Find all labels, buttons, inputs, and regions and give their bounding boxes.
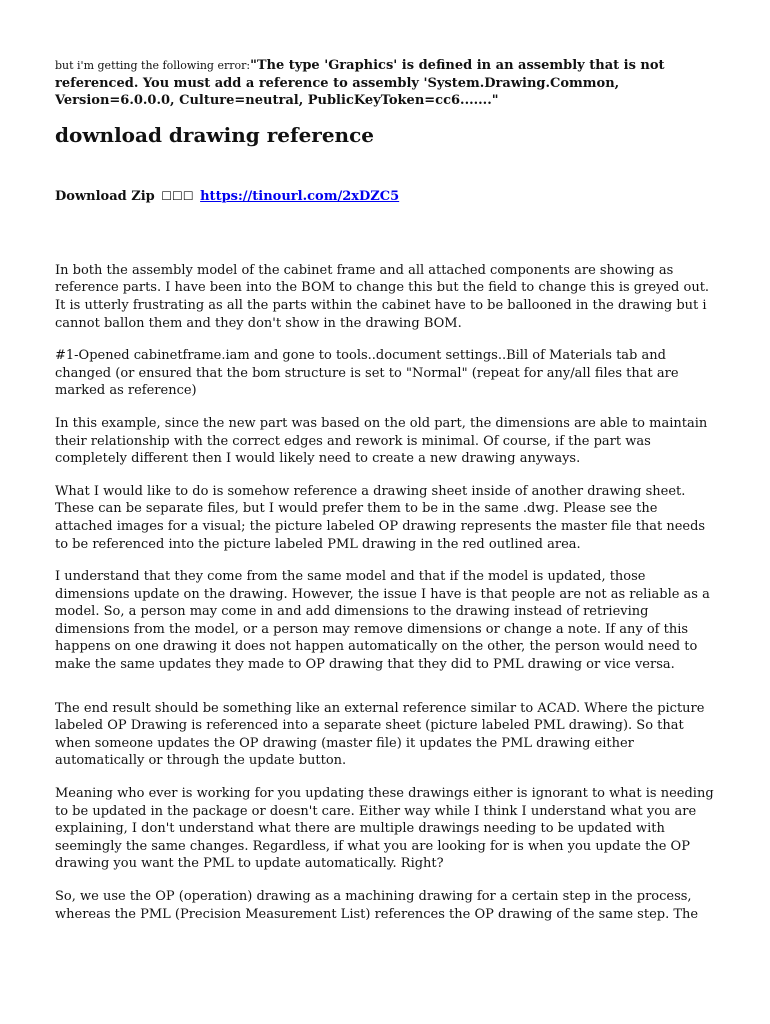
paragraph-8: So, we use the OP (operation) drawing as a machining drawing for a certain step in the process, whereas the PML (Precision Measurement List) references the OP drawing of the same step. The — [55, 889, 699, 922]
paragraph-7: Meaning who ever is working for you updating these drawings either is ignorant to what is needing to be updated in the package or doesn't care. Either way while I think I understand what you are explaining, I don't understand what there are multiple drawings needing to be updated with seemingly the same changes. Regardless, if what you are looking for is when you update the OP drawing you want the PML to update automatically. Right? — [55, 786, 714, 872]
intro-paragraph — [55, 57, 715, 110]
paragraph-6: The end result should be something like an external reference similar to ACAD. Where the picture labeled OP Drawing is referenced into a separate sheet (picture labeled PML drawing). So that when someone updates the OP drawing (master file) it updates the PML drawing either automatically or through the update button. — [55, 700, 705, 769]
download-line — [55, 187, 715, 206]
paragraph-5: I understand that they come from the same model and that if the model is updated, those dimensions update on the drawing. However, the issue I have is that people are not as reliable as a model. So, a person may come in and add dimensions to the drawing instead of retrieving dimensions from the model, or a person may remove dimensions or change a note. If any of this happens on one drawing it does not happen automatically on the other, the person would need to make the same updates they made to OP drawing that they did to PML drawing or vice versa. — [55, 569, 710, 673]
placeholder-glyphs-icon: ☐☐☐ — [161, 188, 194, 203]
intro-lead-text: but i'm getting the following error: — [55, 59, 251, 72]
download-link[interactable]: https://tinourl.com/2xDZC5 — [200, 188, 400, 204]
document-page — [55, 57, 715, 938]
download-label: Download Zip — [55, 188, 155, 204]
error-message-text: "The type 'Graphics' is defined in an assembly that is not referenced. You must add a reference to assembly 'System.Drawing.Common, Version=6.0.0.0, Culture=neutral, PublicKeyToken=cc6......." — [55, 58, 665, 109]
page-heading: download drawing reference — [55, 122, 375, 147]
paragraph-1: In both the assembly model of the cabinet frame and all attached components are showing as reference parts. I have been into the BOM to change this but the field to change this is greyed out. It is utterly frustrating as all the parts within the cabinet have to be ballooned in the drawing but i cannot ballon them and they don't show in the drawing BOM. — [55, 262, 710, 331]
paragraph-4: What I would like to do is somehow reference a drawing sheet inside of another drawing sheet. These can be separate files, but I would prefer them to be in the same .dwg. Please see the attached images for a visual; the picture labeled OP drawing represents the master file that needs to be referenced into the picture labeled PML drawing in the red outlined area. — [55, 483, 706, 552]
paragraph-3: In this example, since the new part was based on the old part, the dimensions are able to maintain their relationship with the correct edges and rework is minimal. Of course, if the part was completely different then I would likely need to create a new drawing anyways. — [55, 415, 708, 467]
paragraph-2: #1-Opened cabinetframe.iam and gone to tools..document settings..Bill of Materials tab and changed (or ensured that the bom structure is set to "Normal" (repeat for any/all files that are marked as reference) — [55, 348, 679, 399]
